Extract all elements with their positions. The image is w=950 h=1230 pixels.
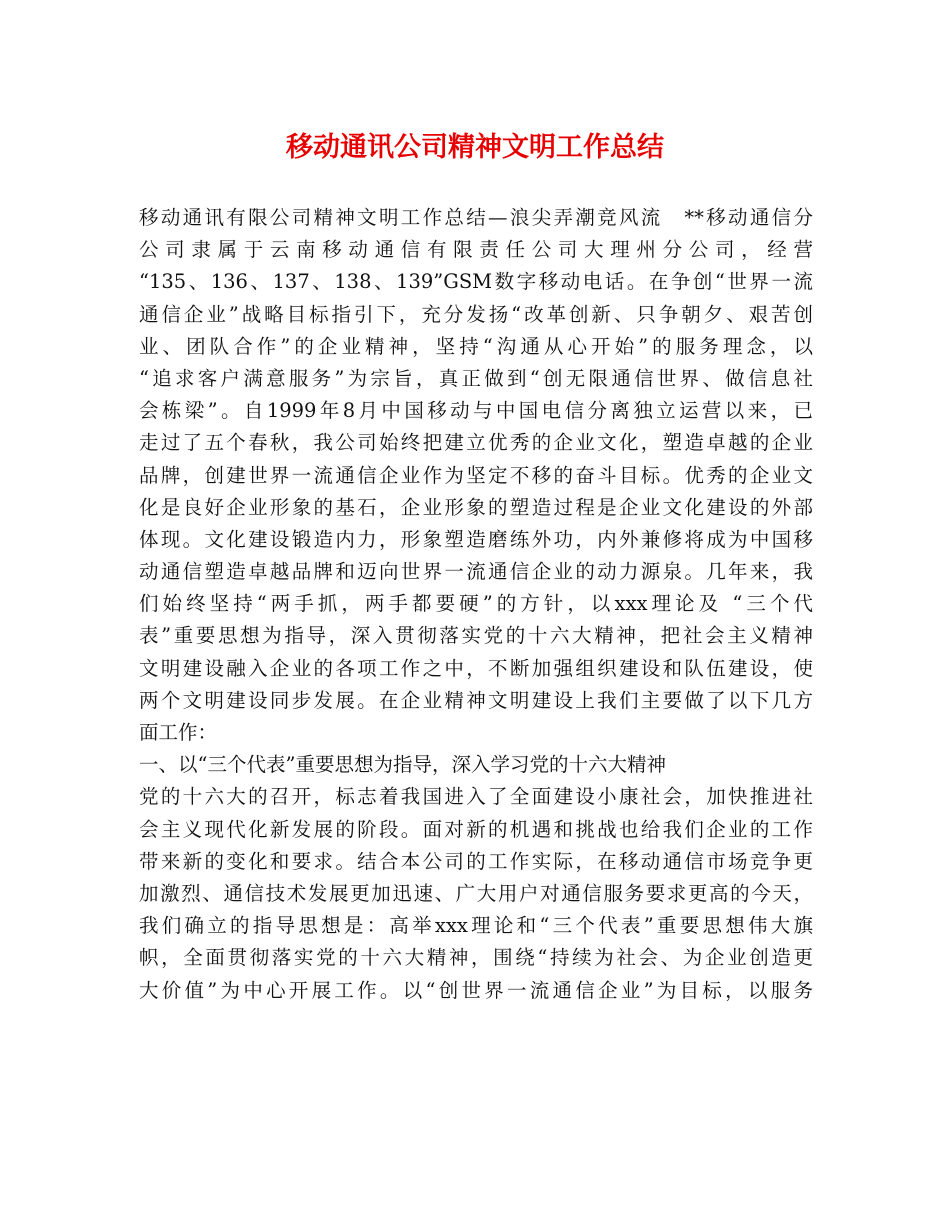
body-line: “135、136、137、138、139”GSM数字移动电话。在争创“世界一流	[139, 270, 813, 294]
body-line: 公司隶属于云南移动通信有限责任公司大理州分公司，经营	[139, 238, 813, 262]
document-title: 移动通讯公司精神文明工作总结	[286, 132, 664, 163]
body-line: 品牌，创建世界一流通信企业作为坚定不移的奋斗目标。优秀的企业文	[139, 463, 813, 487]
body-line: 业、团队合作”的企业精神，坚持“沟通从心开始”的服务理念，以	[139, 334, 813, 358]
body-line: 通信企业”战略目标指引下，充分发扬“改革创新、只争朝夕、艰苦创	[139, 302, 813, 326]
body-line: 化是良好企业形象的基石，企业形象的塑造过程是企业文化建设的外部	[139, 495, 813, 519]
section-heading: 一、以“三个代表”重要思想为指导，深入学习党的十六大精神	[139, 753, 666, 777]
body-line: 我们确立的指导思想是：高举xxx理论和“三个代表”重要思想伟大旗	[139, 914, 813, 938]
body-line: 表”重要思想为指导，深入贯彻落实党的十六大精神，把社会主义精神	[139, 624, 813, 648]
body-line: 两个文明建设同步发展。在企业精神文明建设上我们主要做了以下几方	[139, 688, 813, 712]
body-line: 带来新的变化和要求。结合本公司的工作实际，在移动通信市场竞争更	[139, 849, 813, 873]
body-line: 党的十六大的召开，标志着我国进入了全面建设小康社会，加快推进社	[139, 785, 813, 809]
body-line: 面工作：	[139, 721, 218, 744]
body-line: 会栋梁”。自1999年8月中国移动与中国电信分离独立运营以来，已	[139, 399, 813, 423]
body-line: 大价值”为中心开展工作。以“创世界一流通信企业”为目标，以服务	[139, 978, 813, 1002]
body-line: 动通信塑造卓越品牌和迈向世界一流通信企业的动力源泉。几年来，我	[139, 560, 813, 584]
body-line: 文明建设融入企业的各项工作之中，不断加强组织建设和队伍建设，使	[139, 656, 813, 680]
body-line: 会主义现代化新发展的阶段。面对新的机遇和挑战也给我们企业的工作	[139, 817, 813, 841]
document-body	[139, 202, 813, 1007]
body-line: 体现。文化建设锻造内力，形象塑造磨练外功，内外兼修将成为中国移	[139, 527, 813, 551]
body-line: 移动通讯有限公司精神文明工作总结—浪尖弄潮竞风流 **移动通信分	[139, 206, 813, 229]
body-line: 们始终坚持“两手抓，两手都要硬”的方针，以xxx理论及 “三个代	[139, 592, 813, 616]
body-line: 帜，全面贯彻落实党的十六大精神，围绕“持续为社会、为企业创造更	[139, 946, 813, 970]
body-line: “追求客户满意服务”为宗旨，真正做到“创无限通信世界、做信息社	[139, 366, 813, 390]
body-line: 加激烈、通信技术发展更加迅速、广大用户对通信服务要求更高的今天，	[139, 881, 813, 905]
body-line: 走过了五个春秋，我公司始终把建立优秀的企业文化，塑造卓越的企业	[139, 431, 813, 455]
